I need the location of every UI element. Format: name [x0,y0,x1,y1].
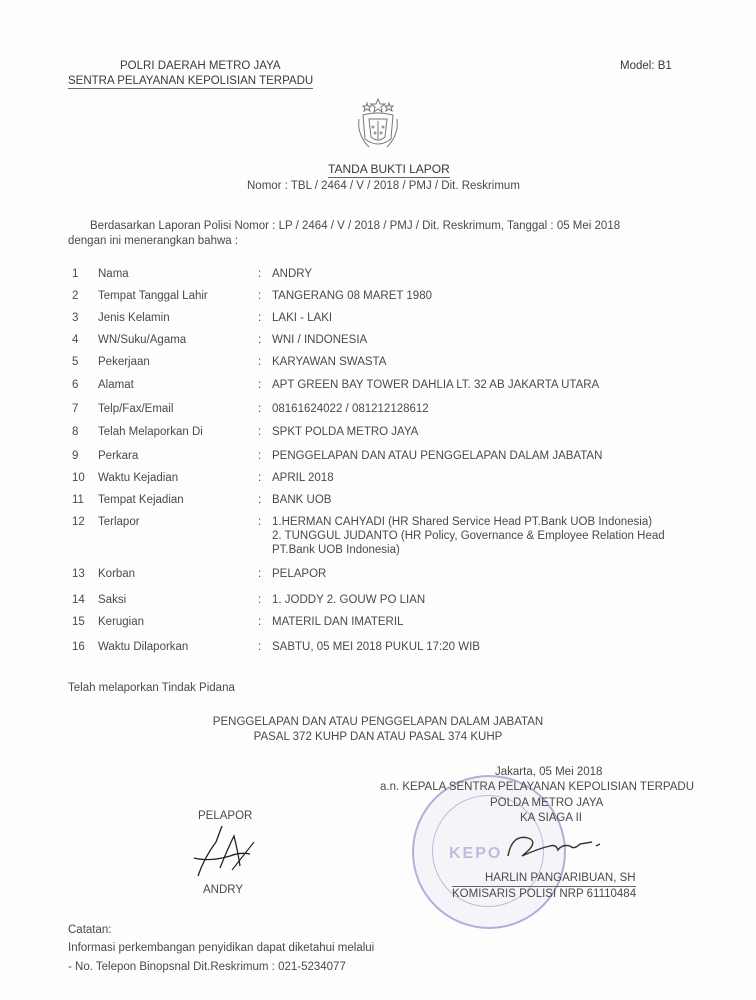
field-value: LAKI - LAKI [272,312,333,324]
field-label: Terlapor [98,516,140,528]
field-row [72,641,732,659]
signature-place-date: Jakarta, 05 Mei 2018 [495,766,603,778]
field-row [72,334,732,352]
field-value: SPKT POLDA METRO JAYA [272,426,419,438]
field-label: Nama [98,268,129,280]
statement-articles: PASAL 372 KUHP DAN ATAU PASAL 374 KUHP [253,731,503,743]
field-number: 16 [72,641,85,653]
field-colon: : [258,379,262,391]
reporter-name: ANDRY [203,884,244,896]
field-value-line: 2. TUNGGUL JUDANTO (HR Policy, Governance & Employee Relation Head [272,530,665,542]
field-value: BANK UOB [272,494,332,506]
field-colon: : [258,641,262,653]
reporter-signature-icon [190,818,270,880]
field-number: 6 [72,379,79,391]
field-row [72,594,732,612]
intro-line-2: dengan ini menerangkan bahwa : [68,235,239,247]
field-value: PELAPOR [272,568,327,580]
notes-label: Catatan: [68,924,112,936]
signature-on-behalf: a.n. KEPALA SENTRA PELAYANAN KEPOLISIAN TERPADU [380,781,695,793]
field-value: WNI / INDONESIA [272,334,368,346]
field-value: MATERIL DAN IMATERIL [272,616,404,628]
field-number: 4 [72,334,79,346]
signature-position: KA SIAGA II [520,812,583,824]
field-label: Korban [98,568,136,580]
field-colon: : [258,268,262,280]
field-number: 11 [72,494,84,506]
field-number: 8 [72,426,79,438]
signature-unit: POLDA METRO JAYA [490,797,604,809]
field-colon: : [258,494,262,506]
officer-name: HARLIN PANGARIBUAN, SH [485,872,636,884]
officer-rank: KOMISARIS POLISI NRP 61110484 [452,888,637,900]
field-row [72,356,732,374]
field-label: WN/Suku/Agama [98,334,187,346]
field-label: Waktu Dilaporkan [98,641,189,653]
field-colon: : [258,426,262,438]
field-value-line: 1.HERMAN CAHYADI (HR Shared Service Head PT.Bank UOB Indonesia) [272,516,653,528]
field-row [72,568,732,586]
field-number: 10 [72,472,85,484]
field-number: 13 [72,568,85,580]
reporter-label: PELAPOR [198,810,253,822]
field-row [72,290,732,308]
field-row [72,616,732,634]
field-value: ANDRY [272,268,313,280]
statement-intro: Telah melaporkan Tindak Pidana [68,682,235,694]
field-label: Perkara [98,450,139,462]
field-label: Pekerjaan [98,356,150,368]
field-row-terlapor [72,516,732,568]
field-colon: : [258,472,262,484]
field-value: PENGGELAPAN DAN ATAU PENGGELAPAN DALAM JABATAN [272,450,603,462]
field-row [72,379,732,397]
field-number: 9 [72,450,79,462]
field-row [72,426,732,444]
field-colon: : [258,290,262,302]
field-row [72,268,732,286]
notes-line-2: - No. Telepon Binopsnal Dit.Reskrimum : 021-5234077 [68,961,346,973]
field-colon: : [258,594,262,606]
field-value-line: PT.Bank UOB Indonesia) [272,544,400,556]
stamp-text: KEPO [449,845,503,862]
field-row [72,312,732,330]
field-row [72,472,732,490]
notes-line-1: Informasi perkembangan penyidikan dapat diketahui melalui [68,942,375,954]
field-number: 2 [72,290,79,302]
field-value: 08161624022 / 081212128612 [272,403,429,415]
model-label: Model: B1 [620,60,672,72]
field-label: Waktu Kejadian [98,472,179,484]
field-row [72,403,732,421]
field-row [72,450,732,468]
police-emblem-icon [355,97,401,153]
field-colon: : [258,403,262,415]
field-label: Telp/Fax/Email [98,403,174,415]
field-colon: : [258,568,262,580]
field-number: 14 [72,594,85,606]
field-label: Jenis Kelamin [98,312,170,324]
field-value: APT GREEN BAY TOWER DAHLIA LT. 32 AB JAKARTA UTARA [272,379,600,391]
field-colon: : [258,516,262,528]
field-label: Kerugian [98,616,145,628]
field-label: Alamat [98,379,134,391]
field-number: 5 [72,356,79,368]
field-label: Saksi [98,594,127,606]
field-value: APRIL 2018 [272,472,334,484]
field-label: Telah Melaporkan Di [98,426,203,438]
org-name-line1: POLRI DAERAH METRO JAYA [120,60,281,72]
officer-signature-icon [500,826,610,866]
field-number: 1 [72,268,79,280]
field-label: Tempat Tanggal Lahir [98,290,208,302]
field-value: SABTU, 05 MEI 2018 PUKUL 17:20 WIB [272,641,480,653]
field-colon: : [258,616,262,628]
field-value: 1. JODDY 2. GOUW PO LIAN [272,594,426,606]
field-colon: : [258,334,262,346]
field-label: Tempat Kejadian [98,494,184,506]
document-title: TANDA BUKTI LAPOR [328,162,450,176]
statement-offense: PENGGELAPAN DAN ATAU PENGGELAPAN DALAM JABATAN [212,716,544,728]
field-number: 12 [72,516,85,528]
field-number: 3 [72,312,79,324]
field-number: 7 [72,403,79,415]
field-colon: : [258,356,262,368]
field-colon: : [258,312,262,324]
field-number: 15 [72,616,85,628]
intro-line-1: Berdasarkan Laporan Polisi Nomor : LP / 2464 / V / 2018 / PMJ / Dit. Reskrimum, Tanggal : 05 Mei 2018 [90,220,621,232]
org-name-line2: SENTRA PELAYANAN KEPOLISIAN TERPADU [68,75,314,87]
field-colon: : [258,450,262,462]
field-value: KARYAWAN SWASTA [272,356,387,368]
field-row [72,494,732,512]
field-value: TANGERANG 08 MARET 1980 [272,290,432,302]
document-number: Nomor : TBL / 2464 / V / 2018 / PMJ / Dit. Reskrimum [247,180,520,192]
